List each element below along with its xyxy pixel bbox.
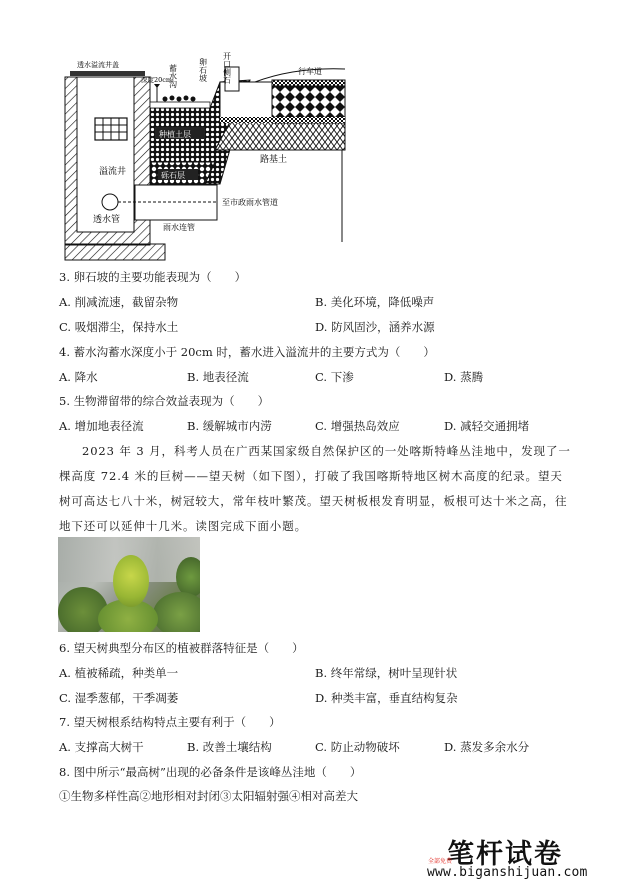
label-planting-soil: 种植土层 [159,130,191,139]
label-rain-pipe: 雨水连管 [163,223,195,232]
label-overflow-well-cover: 透水溢流井盖 [77,61,119,69]
q3-option-a[interactable]: A. 削减流速，截留杂物 [59,295,179,309]
label-depth: 深度20cm [141,76,173,84]
q4-option-c[interactable]: C. 下渗 [315,370,354,384]
q6-option-d[interactable]: D. 种类丰富，垂直结构复杂 [315,691,458,705]
bioretention-diagram [55,22,355,262]
label-storage-ditch: 蓄水沟 [168,64,178,88]
label-to-municipal: 至市政雨水管道 [222,198,278,207]
q3-option-b[interactable]: B. 美化环境，降低噪声 [315,295,435,309]
watermark-free-badge: 全部免费 [428,858,453,865]
q4-option-d[interactable]: D. 蒸腾 [444,370,484,384]
label-curb-opening: 开口侧石 [222,52,232,84]
q7-stem: 7. 望天树根系结构特点主要有利于（ ） [59,715,281,729]
q5-option-c[interactable]: C. 增强热岛效应 [315,419,400,433]
label-permeable-pipe: 透水管 [93,215,121,225]
q7-option-a[interactable]: A. 支撑高大树干 [59,740,144,754]
watermark-url[interactable]: www.biganshijuan.com [427,865,588,880]
q5-stem: 5. 生物滞留带的综合效益表现为（ ） [59,394,270,408]
q4-stem: 4. 蓄水沟蓄水深度小于 20cm 时，蓄水进入溢流井的主要方式为（ ） [59,345,435,359]
grate-icon [95,118,127,140]
q8-stem: 8. 图中所示“最高树”出现的必备条件是该峰丛洼地（ ） [59,765,362,779]
q3-option-c[interactable]: C. 吸烟滞尘，保持水土 [59,320,179,334]
q6-option-a[interactable]: A. 植被稀疏，种类单一 [59,666,179,680]
q4-option-b[interactable]: B. 地表径流 [187,370,249,384]
reading-passage: 2023 年 3 月，科考人员在广西某国家级自然保护区的一处喀斯特峰丛洼地中，发现了一棵高度 72.4 米的巨树——望天树（如下图），打破了我国喀斯特地区树木高度的纪录。望天树可高达七八十米，树冠较大，常年枝叶繁茂。望天树板根发育明显，板根可达十米之高，往地下还可以延伸十几米。读图完成下面小题。 [59,444,571,533]
q5-option-b[interactable]: B. 缓解城市内涝 [187,419,272,433]
q6-stem: 6. 望天树典型分布区的植被群落特征是（ ） [59,641,304,655]
label-subgrade: 路基土 [260,155,288,165]
q6-option-c[interactable]: C. 湿季葱郁，干季凋萎 [59,691,179,705]
q4-option-a[interactable]: A. 降水 [59,370,98,384]
q5-option-d[interactable]: D. 减轻交通拥堵 [444,419,530,433]
q8-options: ①生物多样性高②地形相对封闭③太阳辐射强④相对高差大 [59,789,358,803]
label-gravel-layer: 砾石层 [161,171,185,180]
label-roadway: 行车道 [298,67,322,76]
label-cobble-slope: 卵石坡 [198,58,208,82]
q7-option-c[interactable]: C. 防止动物破坏 [315,740,400,754]
q7-option-d[interactable]: D. 蒸发多余水分 [444,740,530,754]
watermark-logo-title: 笔杆试卷 [447,839,563,870]
q6-option-b[interactable]: B. 终年常绿，树叶呈现针状 [315,666,458,680]
label-overflow-well: 溢流井 [99,167,127,177]
q7-option-b[interactable]: B. 改善土壤结构 [187,740,272,754]
q5-option-a[interactable]: A. 增加地表径流 [59,419,144,433]
wangtian-tree-photo [58,537,200,632]
q3-stem: 3. 卵石坡的主要功能表现为（ ） [59,270,247,284]
q3-option-d[interactable]: D. 防风固沙，涵养水源 [315,320,435,334]
plants-icon [163,96,196,102]
permeable-pipe-circle [102,194,118,210]
